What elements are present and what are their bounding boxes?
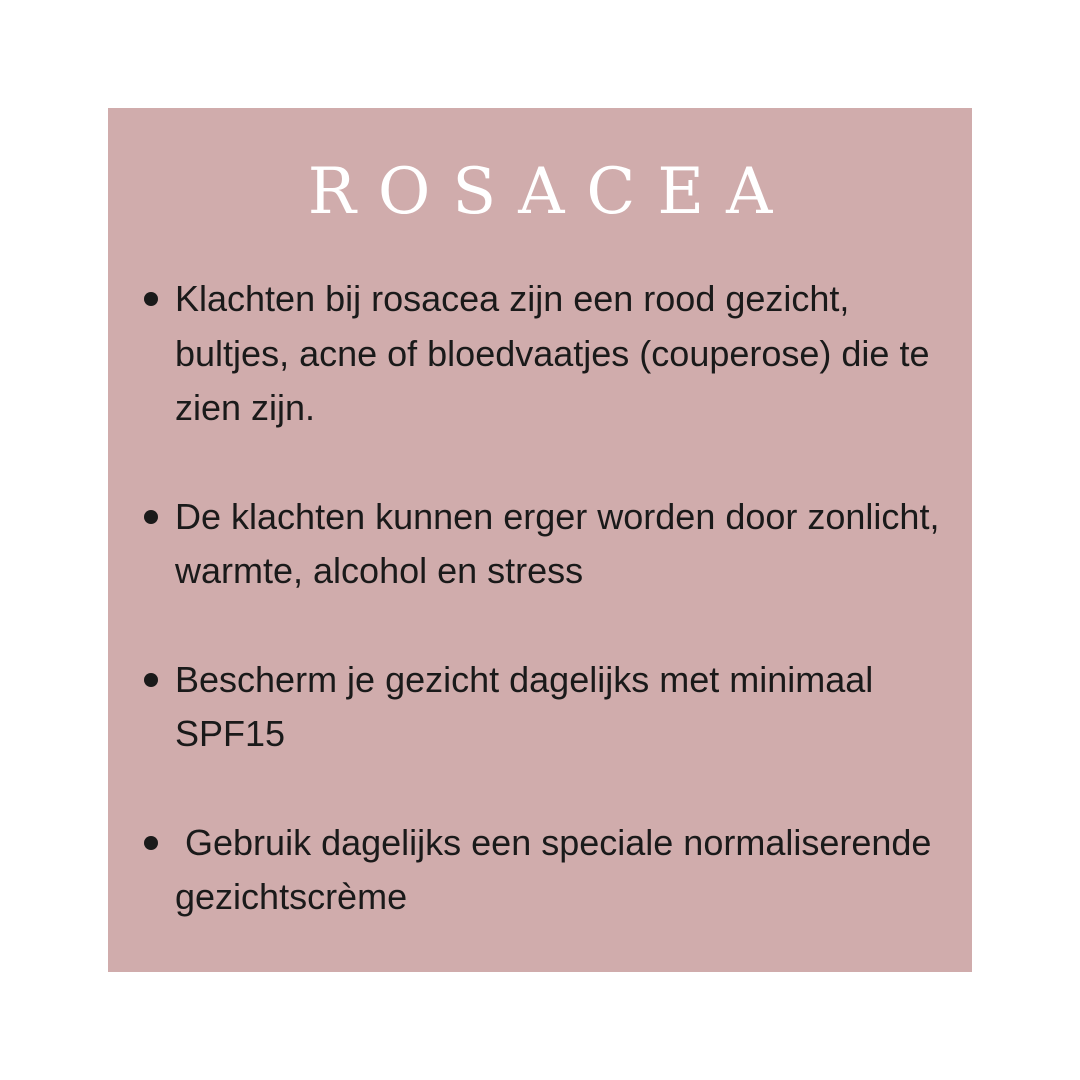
- list-item-text: Gebruik dagelijks een speciale normaliserende gezichtscrème: [175, 821, 942, 917]
- tips-list: [138, 272, 968, 925]
- list-item: [138, 272, 968, 436]
- bullet-icon: [144, 673, 158, 687]
- list-item: [138, 490, 968, 599]
- list-item-text: De klachten kunnen erger worden door zonlicht, warmte, alcohol en stress: [175, 495, 950, 591]
- bullet-icon: [144, 510, 158, 524]
- card-title: ROSACEA: [307, 155, 795, 229]
- list-item-text: Bescherm je gezicht dagelijks met minimaal SPF15: [175, 658, 884, 754]
- bullet-icon: [144, 836, 158, 850]
- list-item-text: Klachten bij rosacea zijn een rood gezicht, bultjes, acne of bloedvaatjes (couperose) die te zien zijn.: [175, 278, 940, 428]
- bullet-icon: [144, 292, 158, 306]
- list-item: [138, 653, 968, 762]
- list-item: [138, 816, 968, 925]
